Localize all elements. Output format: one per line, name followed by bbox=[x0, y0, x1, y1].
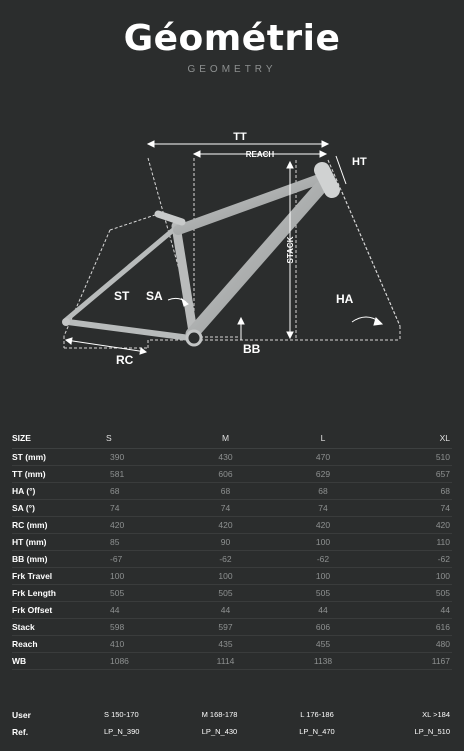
table-cell: 100 bbox=[218, 571, 233, 581]
table-row bbox=[12, 602, 452, 619]
label-sa: SA bbox=[146, 289, 163, 303]
table-row bbox=[12, 585, 452, 602]
row-label: RC (mm) bbox=[12, 520, 48, 530]
table-cell: 480 bbox=[435, 639, 450, 649]
table-cell: -62 bbox=[316, 554, 330, 564]
table-cell: 505 bbox=[218, 588, 233, 598]
table-cell: LP_N_390 bbox=[104, 727, 140, 736]
table-row bbox=[12, 466, 452, 483]
table-cell: -62 bbox=[437, 554, 450, 564]
table-row bbox=[12, 619, 452, 636]
table-cell: 1138 bbox=[313, 656, 333, 666]
table-cell: 110 bbox=[436, 537, 450, 547]
table-cell: 581 bbox=[110, 469, 125, 479]
table-cell: LP_N_430 bbox=[201, 727, 238, 736]
table-cell: L 176-186 bbox=[300, 710, 334, 719]
size-header: SIZE bbox=[12, 428, 104, 449]
size-column-header: M bbox=[178, 428, 273, 449]
table-cell: 90 bbox=[220, 537, 231, 547]
row-label: Ref. bbox=[12, 726, 29, 737]
row-label: BB (mm) bbox=[12, 554, 48, 564]
table-cell: 606 bbox=[315, 622, 331, 632]
table-cell: 505 bbox=[110, 588, 125, 598]
table-cell: 100 bbox=[315, 537, 331, 547]
row-label: User bbox=[12, 709, 31, 720]
table-cell: 410 bbox=[110, 639, 125, 649]
table-row bbox=[12, 500, 452, 517]
table-cell: 435 bbox=[218, 639, 233, 649]
label-ha: HA bbox=[336, 292, 354, 306]
table-cell: 616 bbox=[435, 622, 450, 632]
page-subtitle: GEOMETRY bbox=[187, 64, 277, 75]
table-cell: 68 bbox=[318, 486, 328, 496]
ref-row bbox=[12, 723, 452, 740]
frame-geometry-diagram bbox=[0, 110, 464, 380]
row-label: Frk Travel bbox=[12, 571, 53, 581]
table-cell: 505 bbox=[315, 588, 331, 598]
table-cell: 74 bbox=[220, 503, 231, 513]
table-cell: XL >184 bbox=[422, 710, 450, 719]
table-cell: 100 bbox=[110, 571, 125, 581]
label-bb: BB bbox=[243, 342, 261, 356]
size-column-header: L bbox=[273, 428, 373, 449]
size-column-header: S bbox=[104, 428, 178, 449]
row-label: TT (mm) bbox=[12, 469, 46, 479]
construction-lines bbox=[64, 158, 400, 348]
row-label: HT (mm) bbox=[12, 537, 47, 547]
table-cell: 606 bbox=[218, 469, 233, 479]
table-header-row bbox=[12, 428, 452, 449]
table-cell: 74 bbox=[318, 503, 328, 513]
table-cell: 657 bbox=[435, 469, 450, 479]
label-st: ST bbox=[114, 289, 130, 303]
table-row bbox=[12, 653, 452, 670]
table-cell: 390 bbox=[110, 452, 125, 462]
label-stack: STACK bbox=[286, 236, 295, 264]
table-cell: 510 bbox=[435, 452, 450, 462]
geometry-table bbox=[12, 428, 452, 670]
size-guide-table bbox=[12, 706, 452, 740]
table-cell: 1114 bbox=[216, 656, 235, 666]
table-row bbox=[12, 449, 452, 466]
row-label: WB bbox=[12, 656, 27, 666]
table-row bbox=[12, 551, 452, 568]
label-reach: REACH bbox=[245, 150, 275, 159]
table-cell: -62 bbox=[219, 554, 232, 564]
table-cell: 100 bbox=[315, 571, 331, 581]
table-row bbox=[12, 517, 452, 534]
table-cell: 68 bbox=[110, 486, 120, 496]
table-cell: 68 bbox=[440, 486, 450, 496]
table-cell: 68 bbox=[220, 486, 231, 496]
table-cell: 505 bbox=[435, 588, 450, 598]
table-cell: 420 bbox=[315, 520, 331, 530]
table-cell: 44 bbox=[110, 605, 120, 615]
page-title: Géométrie bbox=[123, 18, 341, 59]
row-label: Frk Length bbox=[12, 588, 56, 598]
label-rc: RC bbox=[116, 353, 134, 367]
table-cell: 470 bbox=[315, 452, 331, 462]
row-label: Stack bbox=[12, 622, 35, 632]
table-cell: 74 bbox=[440, 503, 450, 513]
row-label: Reach bbox=[12, 639, 38, 649]
table-cell: LP_N_510 bbox=[414, 727, 450, 736]
table-cell: 1167 bbox=[431, 656, 450, 666]
table-row bbox=[12, 636, 452, 653]
table-cell: LP_N_470 bbox=[299, 727, 335, 736]
table-cell: 455 bbox=[315, 639, 331, 649]
table-cell: 74 bbox=[110, 503, 120, 513]
table-cell: 629 bbox=[315, 469, 331, 479]
table-row bbox=[12, 568, 452, 585]
table-cell: 430 bbox=[218, 452, 233, 462]
table-cell: 1086 bbox=[110, 656, 129, 666]
dimension-lines bbox=[66, 141, 382, 354]
table-cell: S 150-170 bbox=[104, 710, 139, 719]
table-cell: 44 bbox=[318, 605, 328, 615]
table-cell: 420 bbox=[218, 520, 233, 530]
table-cell: 44 bbox=[220, 605, 231, 615]
table-cell: 597 bbox=[218, 622, 233, 632]
row-label: Frk Offset bbox=[12, 605, 53, 615]
size-column-header: XL bbox=[373, 428, 452, 449]
user-row bbox=[12, 706, 452, 723]
table-cell: 420 bbox=[110, 520, 125, 530]
table-cell: M 168-178 bbox=[201, 710, 238, 719]
table-cell: 598 bbox=[110, 622, 125, 632]
row-label: SA (°) bbox=[12, 503, 35, 513]
table-cell: 420 bbox=[435, 520, 450, 530]
label-tt: TT bbox=[233, 131, 247, 143]
row-label: HA (°) bbox=[12, 486, 36, 496]
table-row bbox=[12, 534, 452, 551]
table-cell: 100 bbox=[435, 571, 450, 581]
label-ht: HT bbox=[352, 156, 367, 168]
table-row bbox=[12, 483, 452, 500]
table-cell: 44 bbox=[440, 605, 450, 615]
table-cell: 85 bbox=[110, 537, 120, 547]
row-label: ST (mm) bbox=[12, 452, 46, 462]
table-cell: -67 bbox=[110, 554, 123, 564]
